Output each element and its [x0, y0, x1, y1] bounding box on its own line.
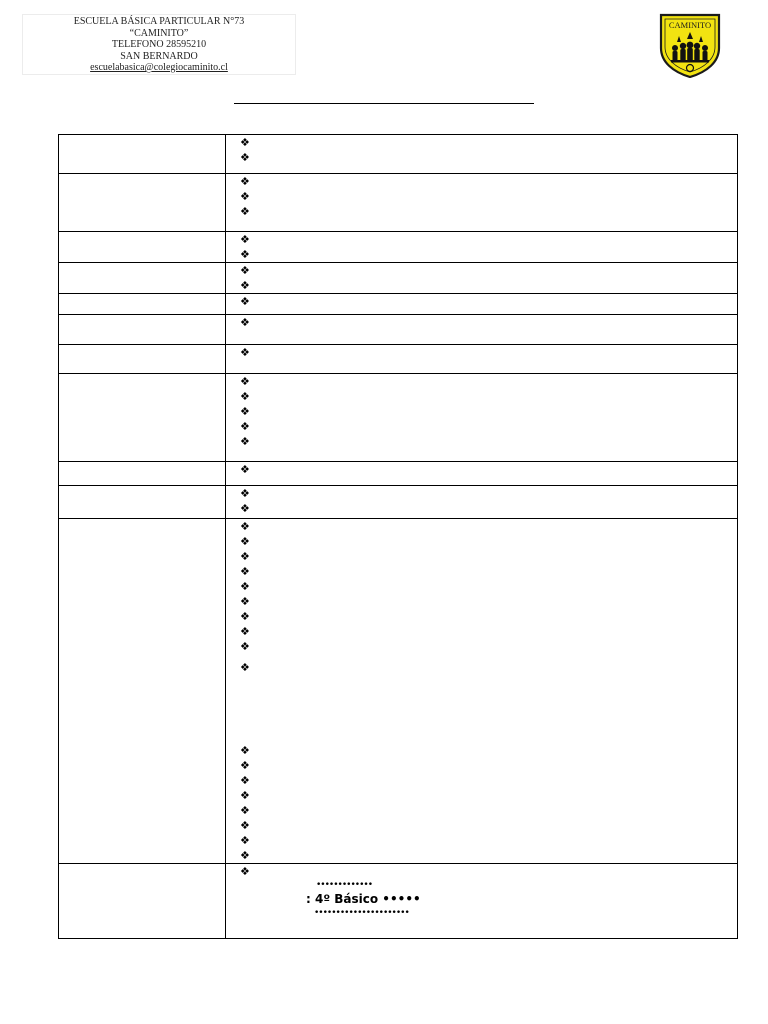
table-row	[59, 374, 738, 462]
table-row	[59, 519, 738, 864]
bullet-item: ❖	[240, 595, 250, 608]
school-phone: TELEFONO 28595210	[111, 39, 207, 50]
table-row	[59, 232, 738, 263]
bullet-item: ❖	[240, 565, 250, 578]
bullet-item: ❖	[240, 550, 250, 563]
bullet-item: ❖	[240, 789, 250, 802]
table-row	[59, 345, 738, 374]
bullet-item: ❖	[240, 435, 250, 448]
table-row	[59, 864, 738, 939]
bullet-item: ❖	[240, 834, 250, 847]
bullet-item: ❖	[240, 233, 250, 246]
bullet-item: ❖	[240, 610, 250, 623]
bullet-item: ❖	[240, 535, 250, 548]
row-content-cell	[226, 263, 738, 294]
row-label-cell	[59, 374, 226, 462]
row-content-cell	[226, 374, 738, 462]
table-row	[59, 462, 738, 486]
table-row	[59, 263, 738, 294]
content-table	[58, 134, 738, 939]
row-content-cell	[226, 174, 738, 232]
school-logo-icon	[657, 12, 723, 78]
row-content-cell	[226, 519, 738, 864]
bullet-item: ❖	[240, 744, 250, 757]
row-label-cell	[59, 864, 226, 939]
school-email: escuelabasica@colegiocaminito.cl	[90, 62, 228, 73]
bullet-item: ❖	[240, 295, 250, 308]
bullet-item: ❖	[240, 580, 250, 593]
bullet-item: ❖	[240, 316, 250, 329]
logo-text: CAMINITO	[668, 20, 712, 30]
row-label-cell	[59, 135, 226, 174]
bullet-item: ❖	[240, 865, 250, 878]
spacer	[226, 675, 737, 743]
bullet-item: ❖	[240, 205, 250, 218]
bullet-item: ❖	[240, 520, 250, 533]
bullet-item: ❖	[240, 774, 250, 787]
table-row	[59, 174, 738, 232]
table-row	[59, 294, 738, 315]
bullet-item: ❖	[240, 248, 250, 261]
bullet-item: ❖	[240, 346, 250, 359]
row-content-cell	[226, 232, 738, 263]
bullet-item: ❖	[240, 804, 250, 817]
bullet-item: ❖	[240, 759, 250, 772]
row-label-cell	[59, 462, 226, 486]
bullet-item: ❖	[240, 390, 250, 403]
bullet-item: ❖	[240, 190, 250, 203]
school-city: SAN BERNARDO	[120, 50, 198, 62]
row-label-cell	[59, 315, 226, 345]
bullet-item: ❖	[240, 463, 250, 476]
dots-line: •••••••••••••	[316, 880, 373, 890]
bullet-item: ❖	[240, 375, 250, 388]
bullet-item: ❖	[240, 819, 250, 832]
bullet-item: ❖	[240, 640, 250, 653]
bullet-item: ❖	[240, 279, 250, 292]
table-row	[59, 315, 738, 345]
bullet-item: ❖	[240, 420, 250, 433]
table-row	[59, 135, 738, 174]
row-content-cell	[226, 135, 738, 174]
row-content-cell	[226, 345, 738, 374]
row-label-cell	[59, 174, 226, 232]
dots-line: ••••••••••••••••••••••	[314, 908, 409, 918]
table-row	[59, 486, 738, 519]
row-label-cell	[59, 232, 226, 263]
row-label-cell	[59, 294, 226, 315]
school-name: ESCUELA BÁSICA PARTICULAR N°73	[73, 16, 245, 27]
row-label-cell	[59, 486, 226, 519]
row-content-cell	[226, 315, 738, 345]
bullet-item: ❖	[240, 175, 250, 188]
row-content-cell	[226, 462, 738, 486]
row-content-cell	[226, 864, 738, 939]
bullet-item: ❖	[240, 136, 250, 149]
grade-line: : 4º Básico •••••	[306, 892, 421, 906]
title-underline	[234, 103, 534, 104]
bullet-item: ❖	[240, 405, 250, 418]
bullet-item: ❖	[240, 264, 250, 277]
row-label-cell	[59, 263, 226, 294]
row-label-cell	[59, 345, 226, 374]
school-header	[22, 14, 296, 75]
bullet-item: ❖	[240, 502, 250, 515]
bullet-item: ❖	[240, 487, 250, 500]
bullet-item: ❖	[240, 151, 250, 164]
row-content-cell	[226, 294, 738, 315]
row-label-cell	[59, 519, 226, 864]
bullet-item: ❖	[240, 625, 250, 638]
bullet-item: ❖	[240, 661, 250, 674]
row-content-cell	[226, 486, 738, 519]
bullet-item: ❖	[240, 849, 250, 862]
school-nickname: “CAMINITO”	[129, 27, 189, 39]
